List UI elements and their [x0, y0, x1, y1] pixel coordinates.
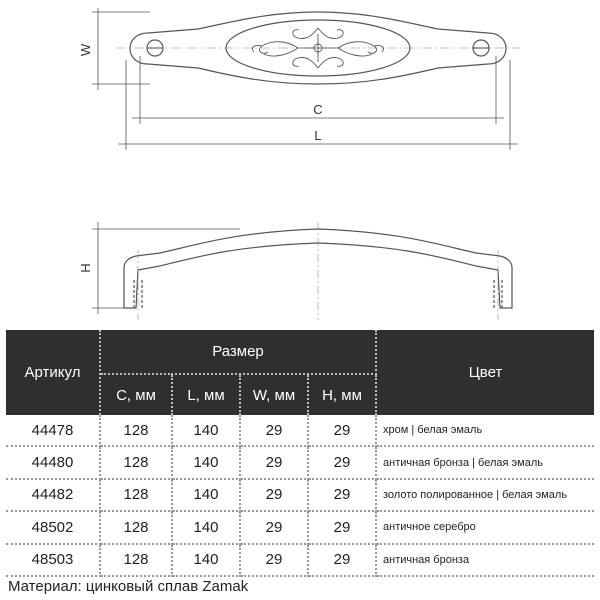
dimension-l-label: L — [314, 128, 322, 143]
c-header: C, мм — [100, 374, 172, 415]
w-header: W, мм — [240, 374, 308, 415]
h-cell: 29 — [308, 446, 376, 478]
w-cell: 29 — [240, 511, 308, 543]
dimension-w-label: W — [78, 43, 93, 57]
w-cell: 29 — [240, 544, 308, 576]
dimension-w — [92, 8, 150, 90]
handle-side-view — [124, 222, 512, 320]
w-cell: 29 — [240, 479, 308, 511]
c-cell: 128 — [100, 446, 172, 478]
table-row — [6, 511, 594, 543]
article-cell: 44478 — [6, 415, 100, 446]
spec-table — [6, 330, 594, 577]
dimension-h-label: H — [78, 263, 93, 273]
handle-top-view — [116, 12, 520, 84]
l-header: L, мм — [172, 374, 240, 415]
table-row — [6, 479, 594, 511]
l-cell: 140 — [172, 415, 240, 446]
article-cell: 48503 — [6, 544, 100, 576]
h-header: H, мм — [308, 374, 376, 415]
color-cell: античная бронза — [376, 544, 594, 576]
l-cell: 140 — [172, 479, 240, 511]
table-row — [6, 415, 594, 446]
c-cell: 128 — [100, 511, 172, 543]
l-cell: 140 — [172, 511, 240, 543]
article-header: Артикул — [6, 330, 100, 415]
c-cell: 128 — [100, 479, 172, 511]
c-cell: 128 — [100, 415, 172, 446]
color-header: Цвет — [376, 330, 594, 415]
article-cell: 44482 — [6, 479, 100, 511]
material-note: Материал: цинковый сплав Zamak — [8, 578, 249, 595]
h-cell: 29 — [308, 544, 376, 576]
h-cell: 29 — [308, 415, 376, 446]
w-cell: 29 — [240, 446, 308, 478]
article-cell: 48502 — [6, 511, 100, 543]
article-cell: 44480 — [6, 446, 100, 478]
h-cell: 29 — [308, 511, 376, 543]
color-cell: античное серебро — [376, 511, 594, 543]
l-cell: 140 — [172, 544, 240, 576]
color-cell: хром | белая эмаль — [376, 415, 594, 446]
dimension-c-label: C — [313, 102, 323, 117]
table-row — [6, 446, 594, 478]
size-header: Размер — [100, 330, 376, 374]
color-cell: золото полированное | белая эмаль — [376, 479, 594, 511]
dimension-h — [92, 222, 240, 314]
l-cell: 140 — [172, 446, 240, 478]
table-row — [6, 544, 594, 576]
color-cell: античная бронза | белая эмаль — [376, 446, 594, 478]
c-cell: 128 — [100, 544, 172, 576]
w-cell: 29 — [240, 415, 308, 446]
h-cell: 29 — [308, 479, 376, 511]
